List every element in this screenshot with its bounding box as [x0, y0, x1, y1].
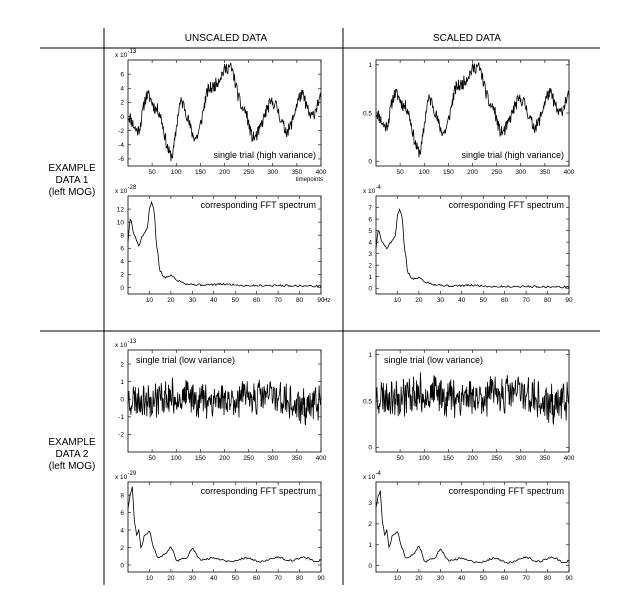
x-tick-label: 40 — [458, 297, 466, 304]
row-label-1-line3: (left MOG) — [48, 187, 96, 198]
x-tick-label: 350 — [539, 169, 551, 176]
x-tick-label: 50 — [148, 169, 156, 176]
x-tick-label: 70 — [522, 297, 530, 304]
chart-r1-scaled-trial — [363, 60, 575, 176]
x-tick-label: 90 — [317, 297, 325, 304]
x-tick-label: 60 — [253, 575, 261, 582]
y-exponent: -13 — [127, 49, 137, 55]
y-tick-label: 2 — [120, 544, 124, 552]
series-line — [128, 377, 321, 425]
x-tick-label: 400 — [315, 169, 327, 176]
x-tick-label: 60 — [501, 575, 509, 582]
x-tick-label: 20 — [167, 297, 175, 304]
plot-annotation: corresponding FFT spectrum — [200, 486, 316, 496]
y-exponent: -4 — [375, 185, 381, 191]
x-tick-label: 250 — [243, 169, 255, 176]
y-tick-label: 2 — [120, 99, 124, 107]
x-tick-label: 90 — [565, 297, 573, 304]
y-tick-label: 1 — [120, 378, 124, 386]
y-tick-label: 10 — [116, 219, 124, 227]
y-tick-label: -2 — [118, 431, 124, 439]
x-tick-label: 50 — [396, 455, 404, 462]
x-tick-label: 350 — [291, 169, 303, 176]
x-tick-label: 70 — [522, 575, 530, 582]
y-tick-label: 4 — [120, 85, 124, 93]
x-tick-label: 50 — [231, 297, 239, 304]
x-tick-label: 40 — [458, 575, 466, 582]
y-tick-label: 2 — [120, 361, 124, 369]
x-tick-label: 70 — [274, 297, 282, 304]
x-tick-label: 10 — [393, 575, 402, 582]
y-tick-label: 8 — [120, 492, 124, 500]
x-tick-label: 100 — [170, 455, 182, 462]
series-line — [376, 372, 569, 424]
y-exponent-base: x 10 — [115, 188, 128, 195]
x-axis-label: timepoints — [295, 177, 323, 183]
x-tick-label: 80 — [295, 297, 304, 304]
series-line — [376, 209, 569, 288]
x-tick-label: 350 — [539, 455, 551, 462]
y-tick-label: 5 — [368, 227, 372, 235]
plot-annotation: single trial (high variance) — [461, 150, 564, 160]
x-tick-label: 30 — [436, 297, 444, 304]
x-tick-label: 100 — [418, 169, 430, 176]
y-tick-label: 0.5 — [362, 398, 372, 406]
y-tick-label: 3 — [368, 500, 372, 508]
y-tick-label: 1 — [368, 542, 372, 550]
y-exponent: -29 — [127, 471, 137, 477]
x-tick-label: 250 — [243, 455, 255, 462]
y-tick-label: 4 — [120, 527, 124, 535]
x-tick-label: 400 — [315, 455, 327, 462]
plot-annotation: corresponding FFT spectrum — [448, 200, 564, 210]
series-line — [376, 62, 569, 157]
y-exponent-base: x 10 — [363, 188, 376, 195]
y-tick-label: 6 — [120, 245, 124, 253]
row-label-1-line2: DATA 1 — [55, 175, 89, 186]
y-tick-label: 7 — [368, 204, 372, 212]
y-tick-label: 4 — [120, 258, 124, 266]
chart-r1-scaled-fft — [363, 185, 573, 304]
x-tick-label: 10 — [145, 297, 154, 304]
x-tick-label: 30 — [188, 297, 196, 304]
chart-r2-scaled-trial — [363, 350, 575, 462]
x-tick-label: 40 — [210, 297, 218, 304]
y-tick-label: 0 — [368, 285, 372, 293]
x-tick-label: 100 — [418, 455, 430, 462]
y-tick-label: 8 — [120, 232, 124, 240]
plot-annotation: single trial (low variance) — [136, 355, 236, 365]
x-tick-label: 60 — [253, 297, 261, 304]
y-tick-label: 0 — [120, 396, 124, 404]
y-tick-label: 1 — [368, 62, 372, 70]
x-tick-label: 10 — [145, 575, 154, 582]
x-tick-label: 40 — [210, 575, 218, 582]
x-tick-label: 300 — [267, 455, 279, 462]
x-tick-label: 50 — [231, 575, 239, 582]
row-label-2-line3: (left MOG) — [48, 461, 96, 472]
x-tick-label: 150 — [194, 455, 206, 462]
y-tick-label: 1 — [368, 274, 372, 282]
y-tick-label: -1 — [118, 414, 124, 422]
plot-annotation: corresponding FFT spectrum — [200, 200, 316, 210]
y-tick-label: 6 — [120, 509, 124, 517]
x-axis-label: Hz — [323, 298, 331, 304]
chart-r2-unscaled-trial — [115, 339, 327, 462]
y-tick-label: -6 — [118, 156, 124, 164]
y-tick-label: 0 — [120, 562, 124, 570]
x-tick-label: 200 — [467, 169, 478, 176]
y-tick-label: 2 — [120, 271, 124, 279]
x-tick-label: 70 — [274, 575, 282, 582]
x-tick-label: 50 — [479, 297, 487, 304]
y-tick-label: 0.5 — [362, 110, 372, 118]
x-tick-label: 150 — [442, 169, 454, 176]
y-tick-label: 0 — [368, 444, 372, 452]
x-tick-label: 20 — [167, 575, 175, 582]
series-line — [376, 491, 569, 564]
x-tick-label: 150 — [442, 455, 454, 462]
y-exponent-base: x 10 — [115, 474, 128, 481]
y-exponent-base: x 10 — [115, 342, 128, 349]
y-tick-label: 2 — [368, 262, 372, 270]
chart-r2-unscaled-fft — [115, 471, 325, 582]
y-tick-label: -2 — [118, 127, 124, 135]
x-tick-label: 50 — [479, 575, 487, 582]
y-exponent-base: x 10 — [363, 474, 376, 481]
plot-annotation: single trial (low variance) — [384, 355, 484, 365]
x-tick-label: 200 — [219, 169, 230, 176]
y-exponent: -28 — [127, 185, 137, 191]
y-tick-label: 0 — [368, 158, 372, 166]
x-tick-label: 50 — [396, 169, 404, 176]
chart-r1-unscaled-trial — [115, 49, 327, 183]
header-scaled: SCALED DATA — [433, 33, 501, 44]
x-tick-label: 30 — [188, 575, 196, 582]
x-tick-label: 300 — [267, 169, 279, 176]
plot-annotation: single trial (high variance) — [213, 150, 316, 160]
x-tick-label: 60 — [501, 297, 509, 304]
row-label-2-line2: DATA 2 — [55, 449, 89, 460]
x-tick-label: 80 — [295, 575, 304, 582]
chart-r1-unscaled-fft — [115, 185, 330, 304]
y-tick-label: -4 — [118, 142, 124, 150]
x-tick-label: 300 — [515, 169, 527, 176]
y-tick-label: 12 — [116, 206, 124, 214]
row-label-2 — [48, 437, 96, 472]
plot-frame — [376, 196, 569, 294]
x-tick-label: 20 — [415, 575, 423, 582]
y-tick-label: 1 — [368, 351, 372, 359]
y-tick-label: 6 — [120, 71, 124, 79]
x-tick-label: 90 — [317, 575, 325, 582]
x-tick-label: 400 — [563, 455, 575, 462]
x-tick-label: 200 — [219, 455, 230, 462]
y-tick-label: 0 — [368, 563, 372, 571]
chart-r2-scaled-fft — [363, 471, 573, 582]
row-label-2-line1: EXAMPLE — [48, 437, 96, 448]
y-tick-label: 0 — [120, 284, 124, 292]
x-tick-label: 20 — [415, 297, 423, 304]
y-exponent: -4 — [375, 471, 381, 477]
series-line — [128, 63, 321, 161]
row-label-1 — [48, 163, 96, 198]
x-tick-label: 400 — [563, 169, 575, 176]
x-tick-label: 300 — [515, 455, 527, 462]
plot-annotation: corresponding FFT spectrum — [448, 486, 564, 496]
y-tick-label: 3 — [368, 250, 372, 258]
x-tick-label: 10 — [393, 297, 402, 304]
x-tick-label: 250 — [491, 169, 503, 176]
x-tick-label: 150 — [194, 169, 206, 176]
y-exponent-base: x 10 — [115, 52, 128, 59]
x-tick-label: 30 — [436, 575, 444, 582]
x-tick-label: 250 — [491, 455, 503, 462]
x-tick-label: 350 — [291, 455, 303, 462]
charts — [115, 49, 575, 582]
x-tick-label: 50 — [148, 455, 156, 462]
y-tick-label: 4 — [368, 239, 372, 247]
x-tick-label: 80 — [543, 575, 552, 582]
y-tick-label: 6 — [368, 216, 372, 224]
series-line — [128, 202, 321, 287]
y-tick-label: 0 — [120, 113, 124, 121]
y-tick-label: 2 — [368, 521, 372, 529]
series-line — [128, 487, 321, 563]
x-tick-label: 200 — [467, 455, 478, 462]
row-label-1-line1: EXAMPLE — [48, 163, 96, 174]
header-unscaled: UNSCALED DATA — [184, 33, 268, 44]
y-exponent: -13 — [127, 339, 137, 345]
x-tick-label: 100 — [170, 169, 182, 176]
x-tick-label: 90 — [565, 575, 573, 582]
x-tick-label: 80 — [543, 297, 552, 304]
